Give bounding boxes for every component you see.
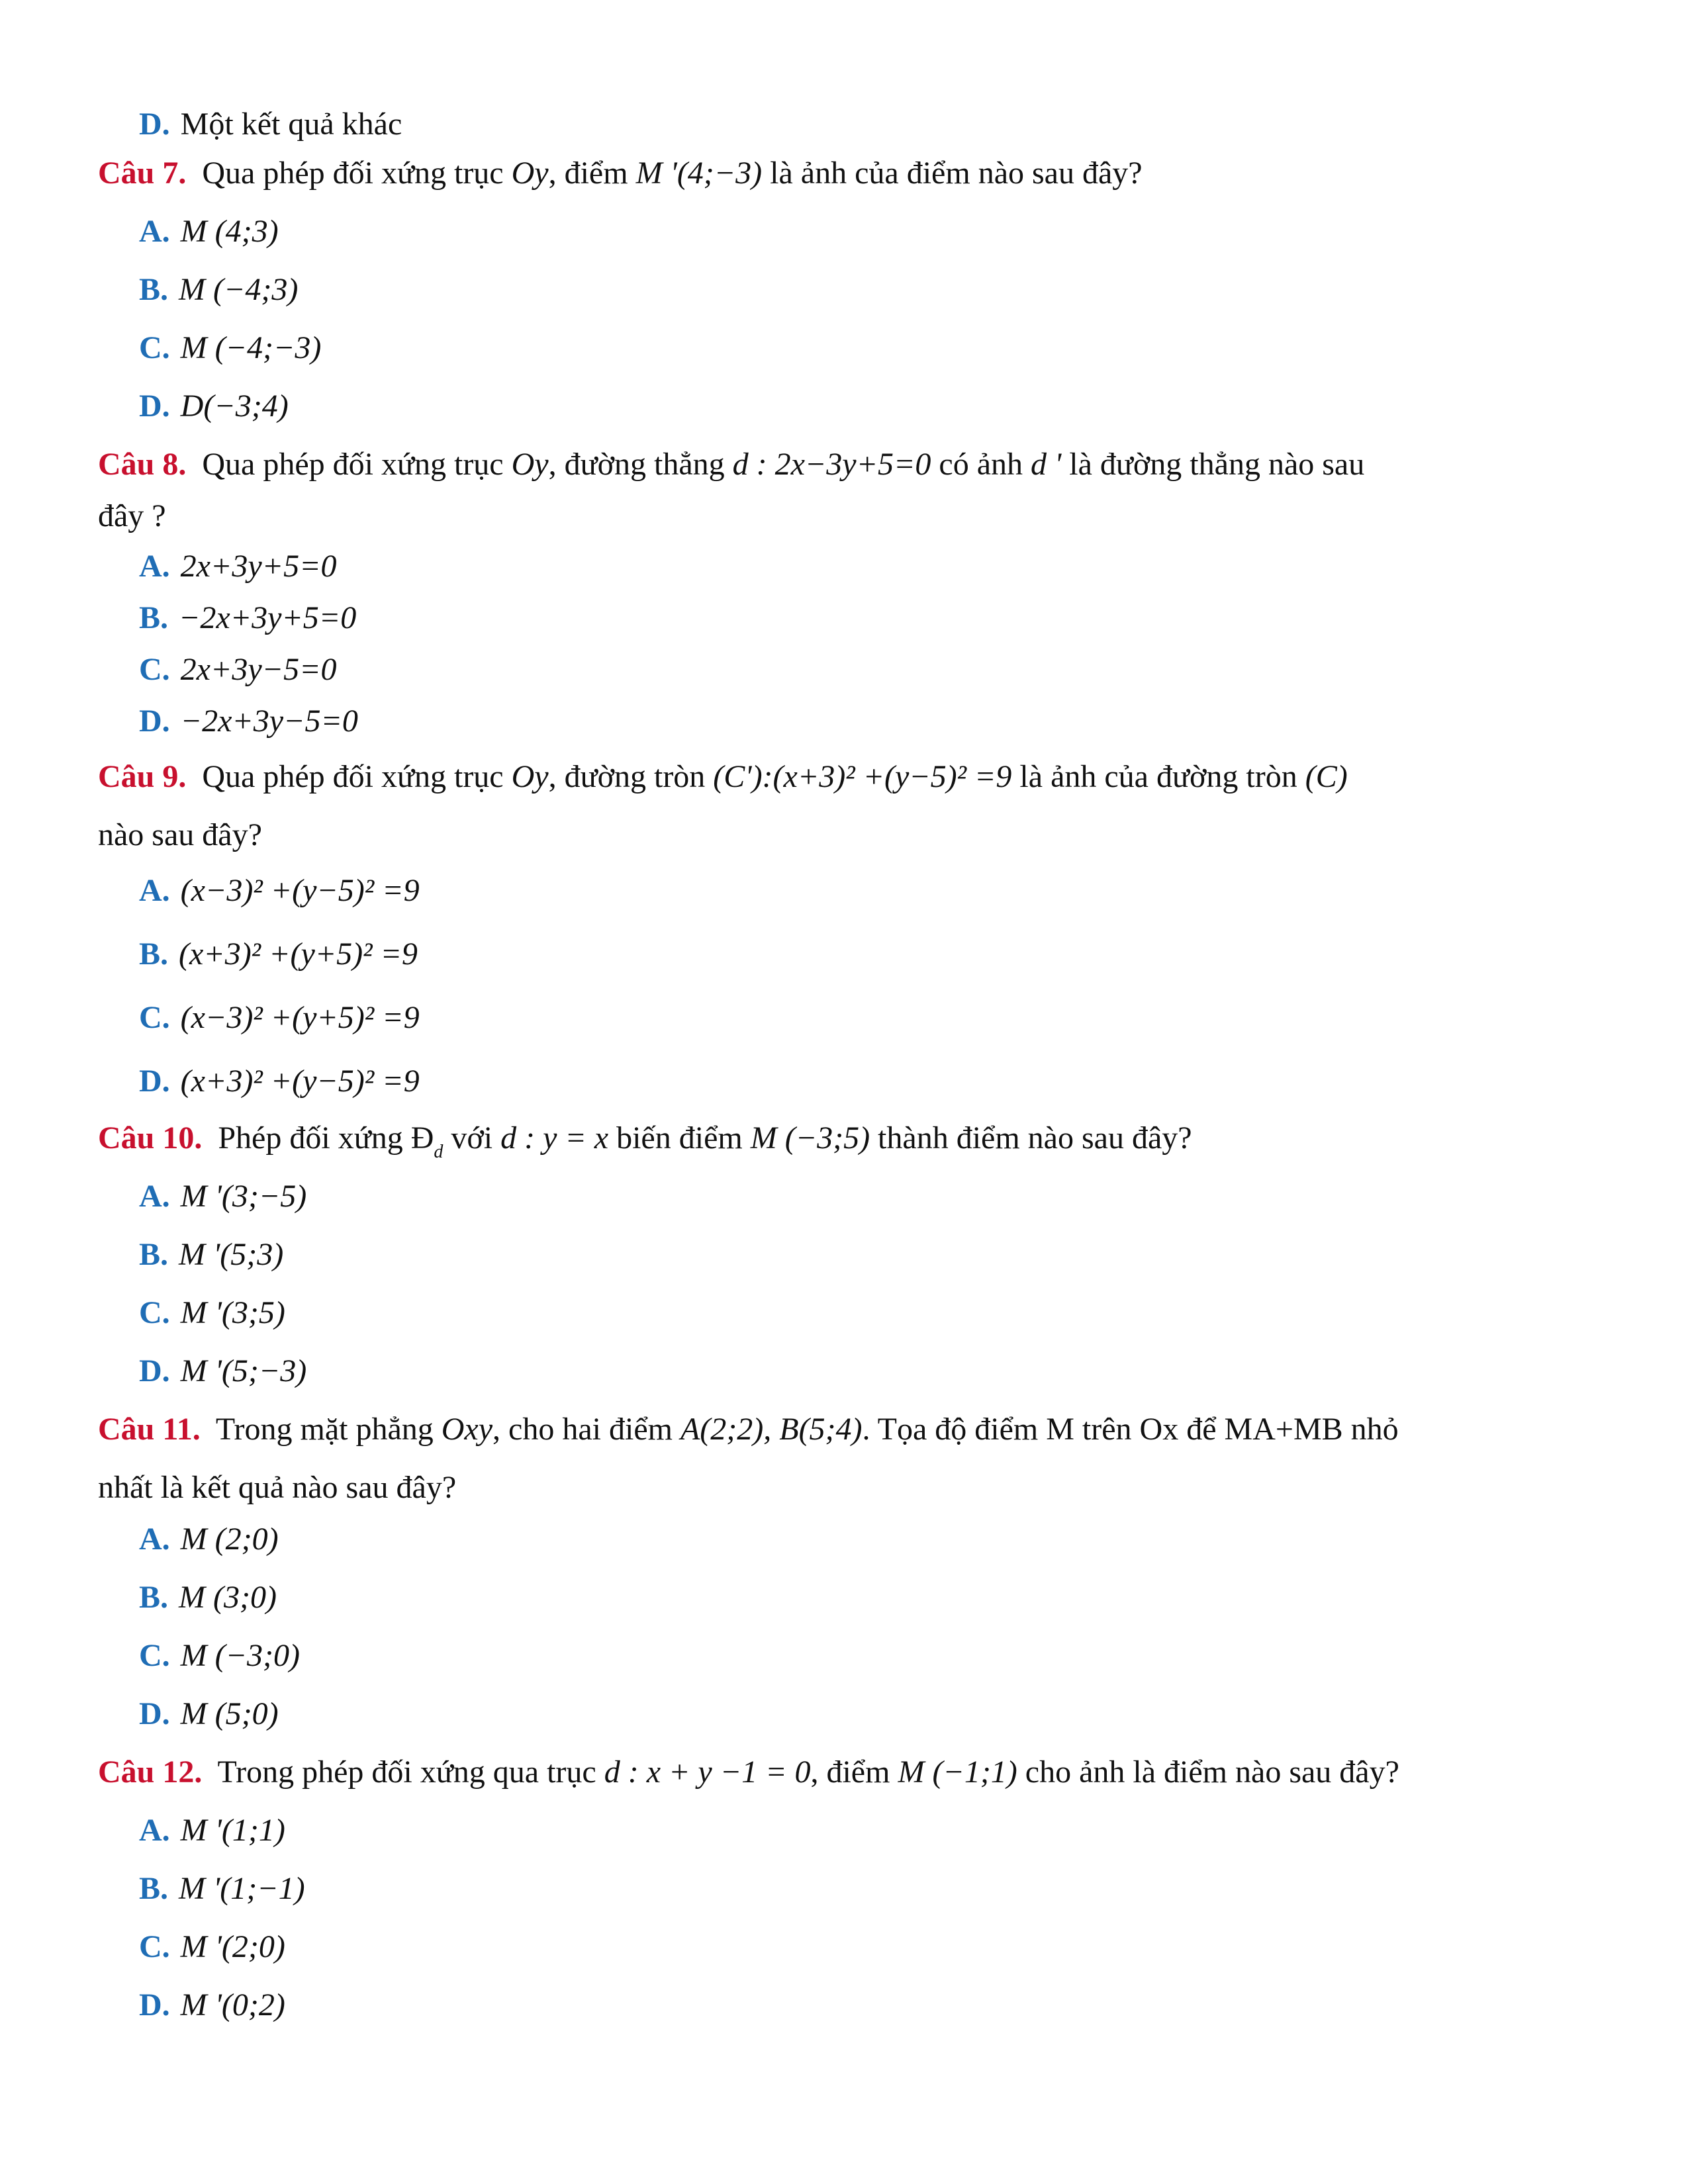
option-text: M '(5;3) [179,1237,284,1272]
question-text: biến điểm [616,1120,743,1156]
option-label: C. [139,1638,170,1673]
image-line: d ' [1031,447,1062,482]
question-text: là đường thẳng nào sau [1069,447,1365,482]
point-expr: M (−1;1) [898,1754,1017,1790]
option-label: D. [139,1064,170,1099]
option-label: D. [139,1987,170,2023]
point-expr: M (−3;5) [750,1120,870,1156]
q12-option-d[interactable] [139,1985,285,2025]
option-text: M (4;3) [180,214,279,249]
symbol-letter: Đ [410,1120,434,1156]
axis-name: Oy [511,759,549,794]
question-9-continued [98,815,262,855]
q7-option-a[interactable] [139,212,279,251]
q8-option-d[interactable] [139,702,358,741]
option-label: D. [139,1353,170,1388]
points-expr: A(2;2), B(5;4) [680,1412,863,1447]
axis-name: Oy [511,447,549,482]
question-text: là ảnh của đường tròn [1019,759,1297,794]
option-label: C. [139,330,170,365]
q9-option-b[interactable] [139,934,418,974]
option-label: B. [139,1871,169,1906]
question-text: , cho hai điểm [492,1412,673,1447]
option-text: −2x+3y−5=0 [180,704,358,739]
question-text: đây ? [98,498,166,533]
option-text: 2x+3y−5=0 [180,652,337,687]
q7-option-d[interactable] [139,387,289,426]
line-equation: d : y = x [500,1120,609,1156]
question-text: , điểm [548,156,628,191]
option-text: M '(5;−3) [180,1353,307,1388]
question-number: Câu 12. [98,1754,203,1790]
option-label: A. [139,214,170,249]
question-text: Trong phép đối xứng qua trục [217,1754,596,1790]
question-number: Câu 9. [98,759,187,794]
option-label: A. [139,549,170,584]
option-label: D. [139,107,170,142]
question-10 [98,1118,1192,1162]
q9-option-d[interactable] [139,1062,420,1101]
symbol [410,1120,444,1162]
question-11-continued [98,1468,456,1508]
option-label: B. [139,600,169,635]
option-label: A. [139,1813,170,1848]
option-label: D. [139,1696,170,1731]
axis-name: Oy [511,156,549,191]
question-number: Câu 8. [98,447,187,482]
question-text: Trong mặt phẳng [215,1412,434,1447]
q8-option-a[interactable] [139,547,336,586]
q11-option-d[interactable] [139,1694,279,1734]
q10-option-b[interactable] [139,1235,283,1275]
option-text: M '(0;2) [180,1987,285,2023]
question-text: Qua phép đối xứng trục [202,759,504,794]
question-text: với [451,1120,493,1156]
question-number: Câu 7. [98,156,187,191]
q7-option-c[interactable] [139,328,321,368]
question-11 [98,1410,1399,1449]
question-8-continued [98,496,166,536]
point-expr: M '(4;−3) [635,156,763,191]
option-label: D. [139,704,170,739]
q7-option-b[interactable] [139,270,298,310]
question-text: nào sau đây? [98,817,262,852]
line-equation: d : 2x−3y+5=0 [732,447,931,482]
question-text: là ảnh của điểm nào sau đây? [770,156,1143,191]
option-label: B. [139,1580,169,1615]
question-number: Câu 10. [98,1120,203,1156]
option-text: 2x+3y+5=0 [180,549,337,584]
option-text: M '(3;−5) [180,1179,307,1214]
question-9 [98,757,1348,797]
symbol-subscript: d [434,1142,444,1162]
option-label: C. [139,1929,170,1964]
option-label: A. [139,1179,170,1214]
q12-option-c[interactable] [139,1927,285,1967]
prev-option-d [139,105,402,144]
question-text: Qua phép đối xứng trục [202,447,504,482]
q12-option-a[interactable] [139,1811,285,1850]
line-equation: d : x + y −1 = 0 [604,1754,811,1790]
option-label: A. [139,873,170,908]
question-text: cho ảnh là điểm nào sau đây? [1025,1754,1399,1790]
option-text: D(−3;4) [180,388,289,424]
option-label: C. [139,652,170,687]
q10-option-c[interactable] [139,1293,285,1333]
q12-option-b[interactable] [139,1869,305,1909]
option-text: M '(2;0) [180,1929,285,1964]
circle-name: (C) [1305,759,1348,794]
q8-option-b[interactable] [139,598,356,638]
option-text: M (5;0) [180,1696,279,1731]
option-label: A. [139,1522,170,1557]
option-label: B. [139,272,169,307]
plane-name: Oxy [441,1412,493,1447]
q11-option-a[interactable] [139,1520,279,1559]
option-label: C. [139,1295,170,1330]
option-text: (x−3)² +(y−5)² =9 [180,873,420,908]
option-text: (x+3)² +(y+5)² =9 [179,936,418,972]
option-text: (x+3)² +(y−5)² =9 [180,1064,420,1099]
circle-equation: (C'):(x+3)² +(y−5)² =9 [713,759,1012,794]
option-label: D. [139,388,170,424]
option-label: B. [139,1237,169,1272]
option-text: (x−3)² +(y+5)² =9 [180,1000,420,1035]
q11-option-b[interactable] [139,1578,277,1617]
question-text: Qua phép đối xứng trục [202,156,504,191]
option-text: M (2;0) [180,1522,279,1557]
q10-option-a[interactable] [139,1177,306,1216]
question-text: , đường thẳng [548,447,725,482]
question-text: , điểm [810,1754,890,1790]
question-number: Câu 11. [98,1412,201,1447]
option-text: M '(1;1) [180,1813,285,1848]
question-text: Phép đối xứng [218,1120,403,1156]
q9-option-a[interactable] [139,871,420,911]
option-label: C. [139,1000,170,1035]
question-text: . Tọa độ điểm M trên Ox để MA+MB nhỏ [862,1412,1399,1447]
option-text: M (−4;−3) [180,330,322,365]
option-text: M '(1;−1) [179,1871,305,1906]
q10-option-d[interactable] [139,1351,306,1391]
question-text: có ảnh [939,447,1023,482]
option-text: −2x+3y+5=0 [179,600,357,635]
option-text: M (3;0) [179,1580,277,1615]
option-label: B. [139,936,169,972]
question-8 [98,445,1364,484]
question-text: nhất là kết quả nào sau đây? [98,1470,457,1505]
q11-option-c[interactable] [139,1636,300,1676]
option-text: Một kết quả khác [180,107,402,142]
question-text: , đường tròn [548,759,706,794]
question-text: thành điểm nào sau đây? [878,1120,1192,1156]
option-text: M (−3;0) [180,1638,300,1673]
q8-option-c[interactable] [139,650,336,690]
q9-option-c[interactable] [139,998,420,1038]
question-7 [98,154,1143,193]
option-text: M '(3;5) [180,1295,285,1330]
option-text: M (−4;3) [179,272,299,307]
question-12 [98,1752,1399,1792]
